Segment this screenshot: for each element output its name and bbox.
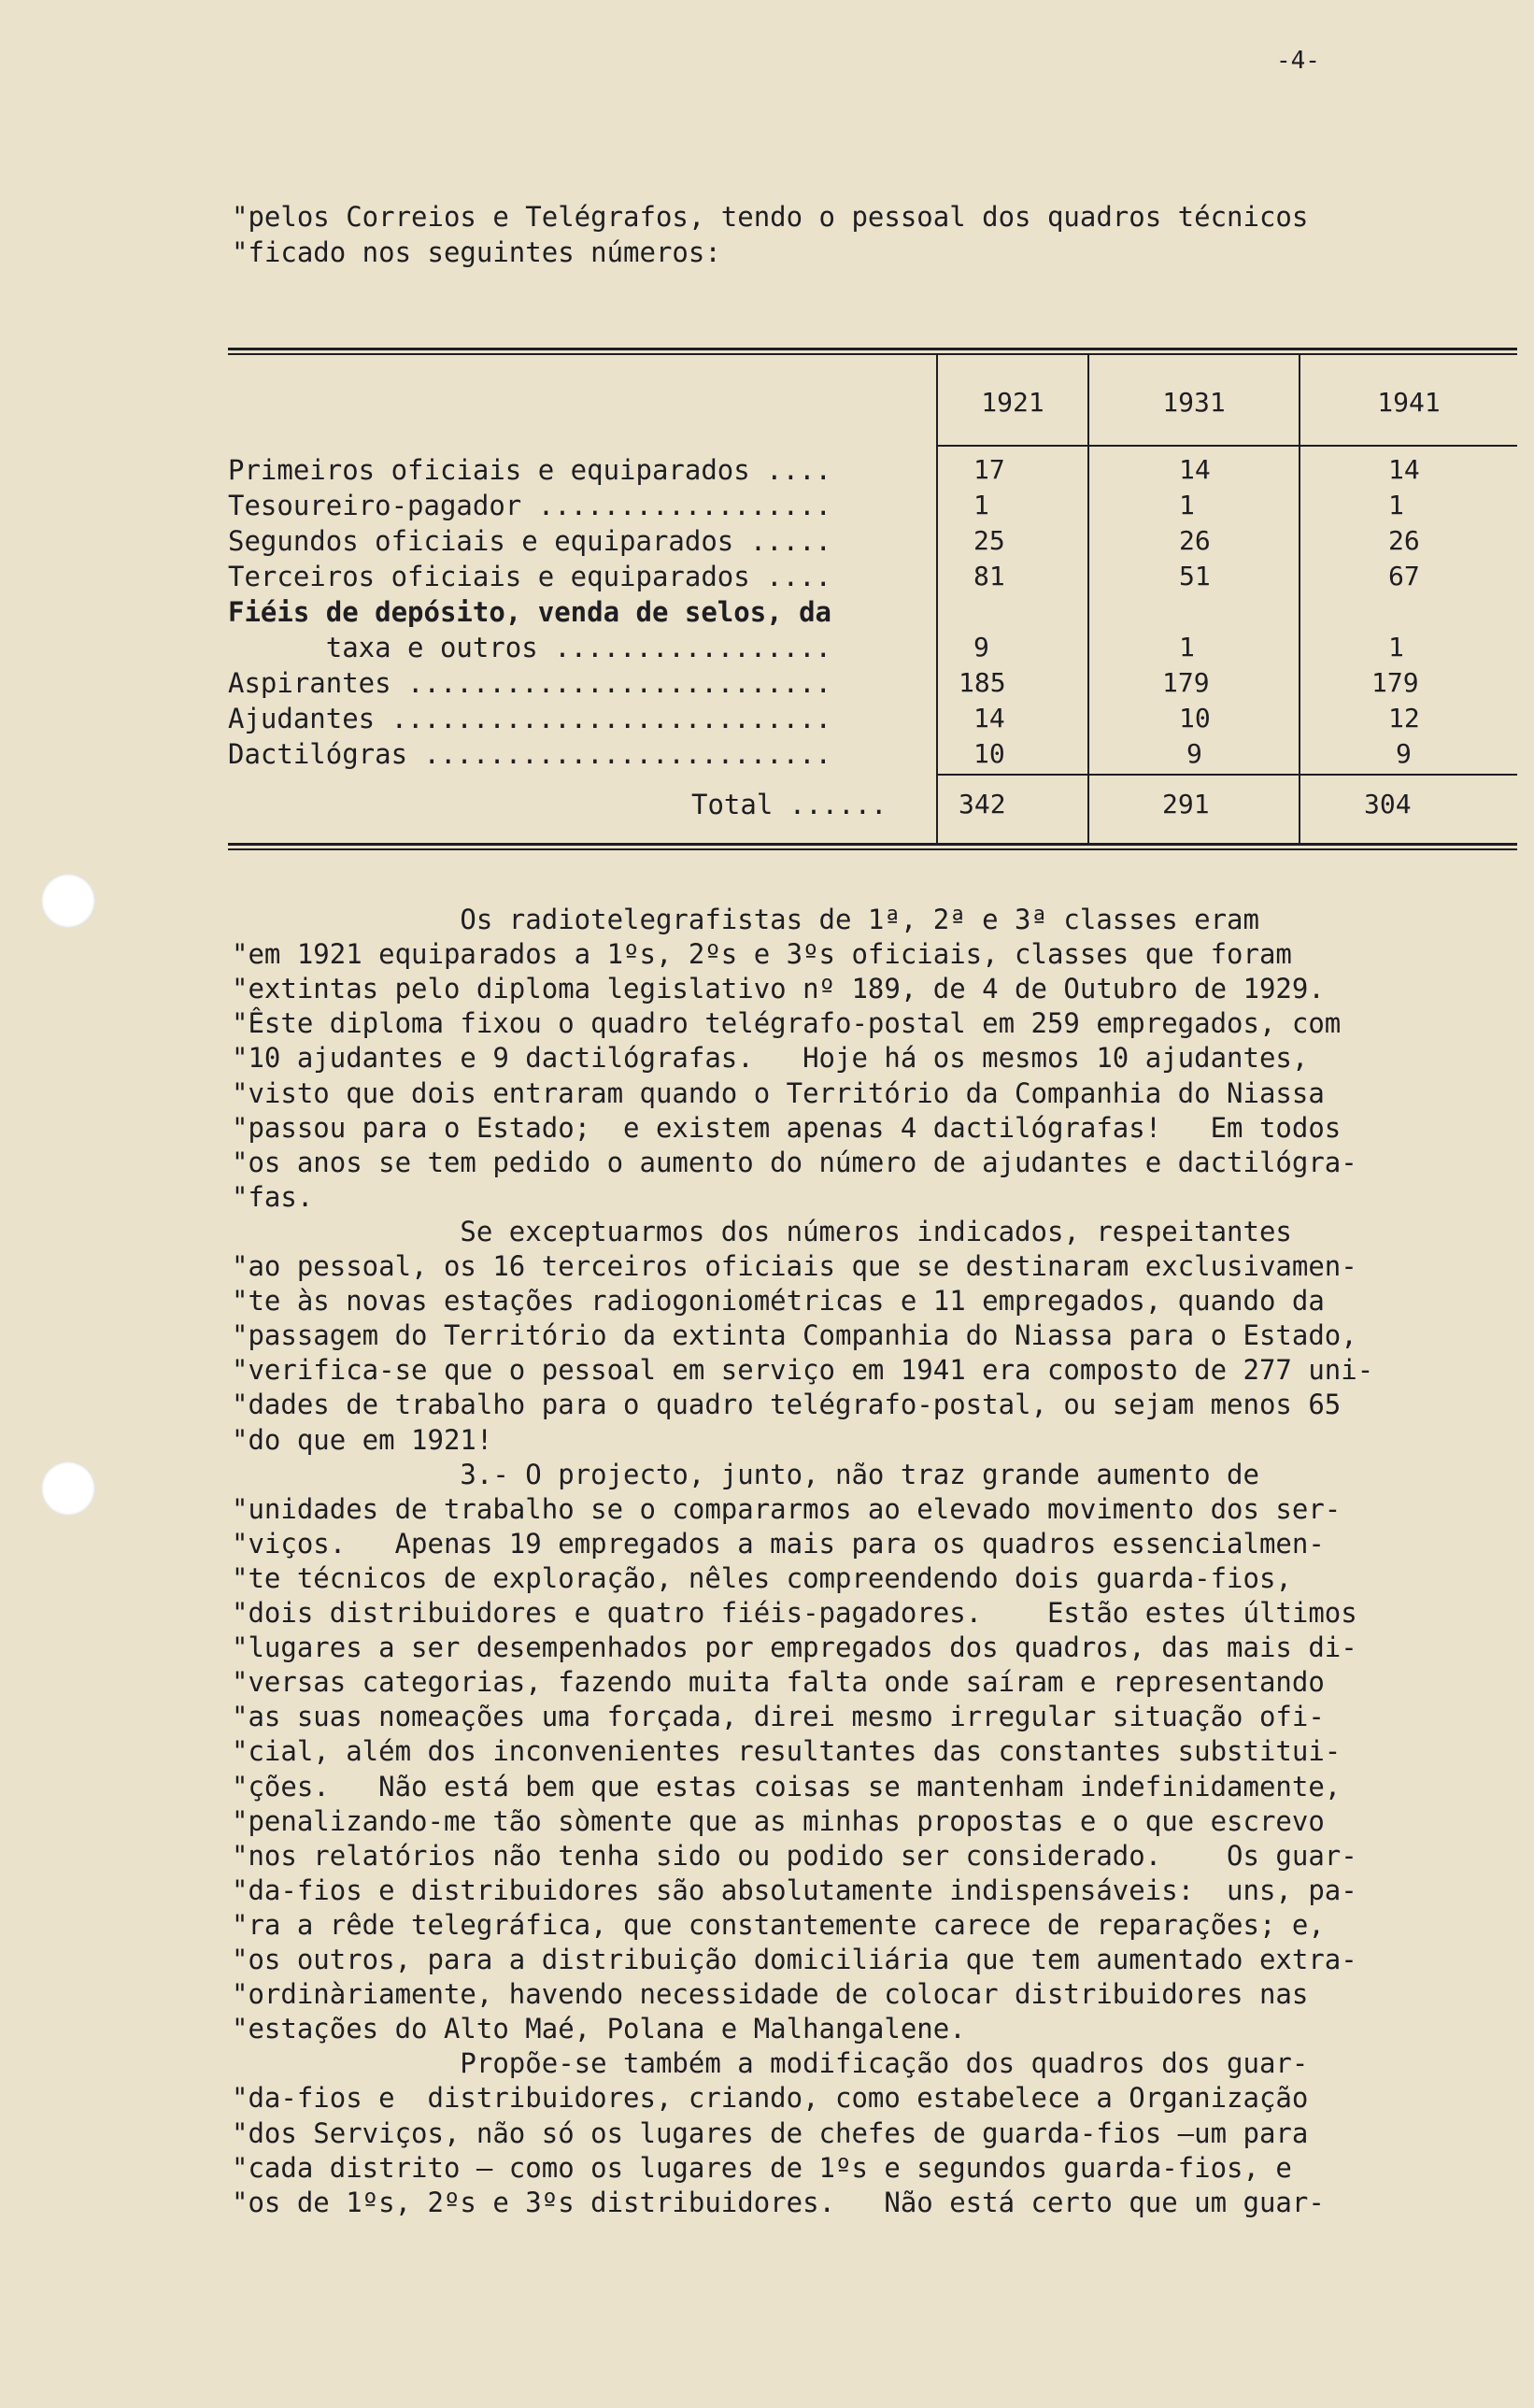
total-1941: 304 bbox=[1364, 789, 1412, 819]
cell-1941: 9 bbox=[1396, 738, 1412, 769]
table-top-rule-2 bbox=[228, 353, 1517, 355]
header-rule bbox=[936, 445, 1517, 447]
staff-table bbox=[228, 348, 1517, 871]
cell-1931: 26 bbox=[1179, 525, 1211, 556]
body-line: "lugares a ser desempenhados por empregados dos quadros, das mais di- bbox=[232, 1631, 1357, 1664]
body-line: "os de 1ºs, 2ºs e 3ºs distribuidores. Não está certo que um guar- bbox=[232, 2186, 1325, 2218]
total-label: Total ...... bbox=[691, 789, 888, 820]
body-line: "da-fios e distribuidores, criando, como estabelece a Organização bbox=[232, 2082, 1309, 2115]
body-line: Os radiotelegrafistas de 1ª, 2ª e 3ª classes eram bbox=[232, 904, 1259, 935]
cell-1931: 10 bbox=[1179, 703, 1211, 734]
cell-1941: 12 bbox=[1388, 703, 1420, 734]
table-bottom-rule bbox=[228, 843, 1517, 846]
row-label: Terceiros oficiais e equiparados .... bbox=[228, 561, 832, 592]
cell-1931: 1 bbox=[1179, 490, 1195, 520]
body-line: "te técnicos de exploração, nêles compreendendo dois guarda-fios, bbox=[232, 1561, 1292, 1594]
body-line: "viços. Apenas 19 empregados a mais para os quadros essencialmen- bbox=[232, 1527, 1325, 1560]
cell-1921: 81 bbox=[973, 561, 1005, 591]
body-line: "penalizando-me tão sòmente que as minhas propostas e o que escrevo bbox=[232, 1804, 1325, 1837]
total-1921: 342 bbox=[959, 789, 1006, 819]
body-line: "versas categorias, fazendo muita falta onde saíram e representando bbox=[232, 1666, 1325, 1699]
body-line: "ao pessoal, os 16 terceiros oficiais que se destinaram exclusivamen- bbox=[232, 1250, 1357, 1282]
body-line: "ções. Não está bem que estas coisas se mantenham indefinidamente, bbox=[232, 1770, 1342, 1802]
body-line: "passagem do Território da extinta Companhia do Niassa para o Estado, bbox=[232, 1319, 1357, 1352]
column-divider bbox=[936, 355, 938, 843]
year-header-1921: 1921 bbox=[981, 387, 1044, 418]
cell-1921: 185 bbox=[959, 667, 1006, 698]
cell-1941: 26 bbox=[1388, 525, 1420, 556]
body-line: "dos Serviços, não só os lugares de chefes de guarda-fios —um para bbox=[232, 2116, 1309, 2149]
cell-1941: 1 bbox=[1388, 632, 1404, 663]
row-label: Primeiros oficiais e equiparados .... bbox=[228, 454, 832, 486]
column-divider bbox=[1087, 355, 1089, 843]
punch-hole-top bbox=[41, 874, 95, 928]
year-header-1931: 1931 bbox=[1162, 387, 1226, 418]
body-line: "nos relatórios não tenha sido ou podido ser considerado. Os guar- bbox=[232, 1839, 1357, 1872]
body-line: "cada distrito — como os lugares de 1ºs e segundos guarda-fios, e bbox=[232, 2151, 1292, 2184]
body-line: Propõe-se também a modificação dos quadros dos guar- bbox=[232, 2047, 1309, 2080]
cell-1931: 14 bbox=[1179, 454, 1211, 485]
total-1931: 291 bbox=[1162, 789, 1210, 819]
cell-1921: 25 bbox=[973, 525, 1005, 556]
body-line: "cial, além dos inconvenientes resultantes das constantes substitui- bbox=[232, 1735, 1342, 1768]
page-number: -4- bbox=[1276, 47, 1320, 75]
punch-hole-bottom bbox=[41, 1461, 95, 1516]
cell-1921: 14 bbox=[973, 703, 1005, 734]
body-line: "em 1921 equiparados a 1ºs, 2ºs e 3ºs oficiais, classes que foram bbox=[232, 938, 1292, 971]
body-line: "dois distribuidores e quatro fiéis-pagadores. Estão estes últimos bbox=[232, 1597, 1357, 1629]
cell-1921: 9 bbox=[973, 632, 989, 663]
cell-1941: 14 bbox=[1388, 454, 1420, 485]
body-line: "da-fios e distribuidores são absolutamente indispensáveis: uns, pa- bbox=[232, 1874, 1357, 1906]
row-label: taxa e outros ................. bbox=[228, 632, 832, 663]
body-line: 3.- O projecto, junto, não traz grande aumento de bbox=[232, 1458, 1259, 1490]
row-label: Dactilógras ......................... bbox=[228, 738, 832, 770]
row-label: Aspirantes .......................... bbox=[228, 667, 832, 699]
body-line: "Êste diploma fixou o quadro telégrafo-postal em 259 empregados, com bbox=[232, 1007, 1342, 1040]
body-line: "10 ajudantes e 9 dactilógrafas. Hoje há os mesmos 10 ajudantes, bbox=[232, 1042, 1309, 1075]
column-divider bbox=[1299, 355, 1300, 843]
row-label: Ajudantes ........................... bbox=[228, 703, 832, 734]
intro-line-1: "pelos Correios e Telégrafos, tendo o pessoal dos quadros técnicos bbox=[232, 201, 1309, 233]
row-label: Fiéis de depósito, venda de selos, da bbox=[228, 596, 832, 628]
year-header-1941: 1941 bbox=[1377, 387, 1441, 418]
body-line: "visto que dois entraram quando o Território da Companhia do Niassa bbox=[232, 1076, 1325, 1109]
table-bottom-rule-2 bbox=[228, 848, 1517, 850]
body-line: "te às novas estações radiogoniométricas e 11 empregados, quando da bbox=[232, 1285, 1325, 1318]
body-line: "verifica-se que o pessoal em serviço em 1941 era composto de 277 uni- bbox=[232, 1354, 1374, 1387]
body-line: Se exceptuarmos dos números indicados, respeitantes bbox=[232, 1215, 1292, 1247]
intro-line-2: "ficado nos seguintes números: bbox=[232, 236, 721, 268]
body-line: "ordinàriamente, havendo necessidade de colocar distribuidores nas bbox=[232, 1978, 1309, 2011]
body-line: "estações do Alto Maé, Polana e Malhangalene. bbox=[232, 2013, 966, 2045]
body-line: "unidades de trabalho se o compararmos ao elevado movimento dos ser- bbox=[232, 1492, 1342, 1525]
body-line: "os outros, para a distribuição domiciliária que tem aumentado extra- bbox=[232, 1944, 1357, 1975]
cell-1921: 10 bbox=[973, 738, 1005, 769]
body-line: "extintas pelo diploma legislativo nº 189, de 4 de Outubro de 1929. bbox=[232, 973, 1325, 1005]
body-line: "fas. bbox=[232, 1180, 314, 1213]
cell-1921: 1 bbox=[973, 490, 989, 520]
cell-1931: 9 bbox=[1186, 738, 1202, 769]
cell-1941: 1 bbox=[1388, 490, 1404, 520]
cell-1931: 51 bbox=[1179, 561, 1211, 591]
cell-1941: 67 bbox=[1388, 561, 1420, 591]
cell-1921: 17 bbox=[973, 454, 1005, 485]
body-line: "as suas nomeações uma forçada, direi mesmo irregular situação ofi- bbox=[232, 1701, 1325, 1733]
body-line: "os anos se tem pedido o aumento do número de ajudantes e dactilógra- bbox=[232, 1146, 1357, 1178]
body-line: "ra a rêde telegráfica, que constantemente carece de reparações; e, bbox=[232, 1908, 1325, 1941]
total-rule bbox=[936, 774, 1517, 776]
cell-1941: 179 bbox=[1371, 667, 1419, 698]
table-top-rule bbox=[228, 348, 1517, 350]
row-label: Segundos oficiais e equiparados ..... bbox=[228, 525, 832, 557]
body-line: "do que em 1921! bbox=[232, 1423, 493, 1456]
body-line: "passou para o Estado; e existem apenas 4 dactilógrafas! Em todos bbox=[232, 1111, 1342, 1144]
body-line: "dades de trabalho para o quadro telégrafo-postal, ou sejam menos 65 bbox=[232, 1389, 1342, 1421]
cell-1931: 1 bbox=[1179, 632, 1195, 663]
cell-1931: 179 bbox=[1162, 667, 1210, 698]
row-label: Tesoureiro-pagador .................. bbox=[228, 490, 832, 521]
